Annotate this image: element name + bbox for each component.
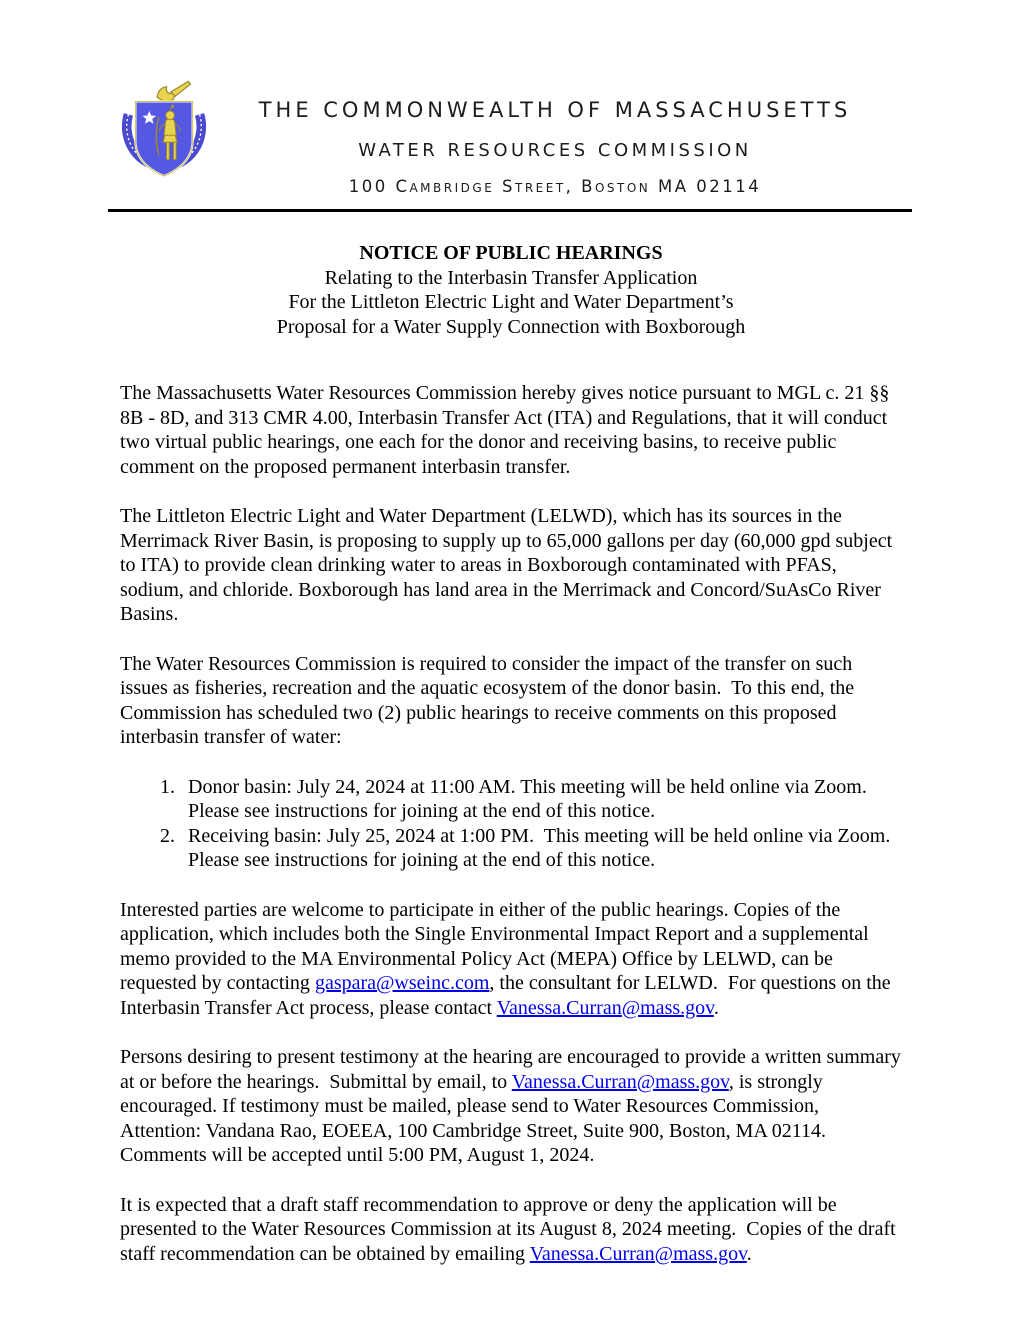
text-segment: It is expected that a draft staff recommendation to approve or deny the application will be presented to the Water Resources Commission at its August 8, 2024 meeting. Copies of the draft staff recommendation can be obtained by emailing [120, 1193, 901, 1265]
text-segment: Persons desiring to present testimony at the hearing are encouraged to provide a written summary at or before the hearings. Submittal by email, to [120, 1046, 906, 1093]
paragraph-notice-authority: The Massachusetts Water Resources Commission hereby gives notice pursuant to MGL c. 21 §§ 8B - 8D, and 313 CMR 4.00, Interbasin Transfer Act (ITA) and Regulations, that it will conduct two virtual public hearings, one each for the donor and receiving basins, to receive public comment on the proposed permanent interbasin transfer. [120, 382, 895, 478]
letterhead-commonwealth: THE COMMONWEALTH OF MASSACHUSETTS [258, 98, 852, 122]
notice-title: NOTICE OF PUBLIC HEARINGS [359, 242, 663, 264]
notice-title-block [120, 241, 902, 339]
list-item-text: Receiving basin: July 25, 2024 at 1:00 PM. This meeting will be held online via Zoom. Please see instructions for joining at the end of this notice. [188, 824, 896, 871]
paragraph-testimony [120, 1045, 906, 1168]
letterhead-commission: WATER RESOURCES COMMISSION [358, 140, 752, 161]
letterhead-text [208, 78, 902, 196]
text-segment: . [713, 996, 719, 1019]
list-item-receiving-basin [180, 824, 902, 873]
list-item-text: Donor basin: July 24, 2024 at 11:00 AM. This meeting will be held online via Zoom. Please see instructions for joining at the end of this notice. [188, 775, 872, 822]
email-link-gaspara[interactable]: gaspara@wseinc.com [314, 972, 490, 994]
notice-subtitle-3: Proposal for a Water Supply Connection with Boxborough [276, 315, 746, 338]
arm-and-sword-crest [157, 81, 190, 101]
notice-subtitle-1: Relating to the Interbasin Transfer Application [324, 266, 698, 289]
notice-subtitle-2: For the Littleton Electric Light and Water Department’s [288, 291, 734, 313]
email-link-vanessa-curran[interactable]: Vanessa.Curran@mass.gov [496, 996, 714, 1019]
text-segment: . [746, 1242, 752, 1265]
massachusetts-state-seal-icon [120, 78, 208, 196]
letterhead-address: 100 Cambridge Street, Boston MA 02114 [348, 177, 762, 196]
document-body [120, 381, 906, 1266]
paragraph-draft-recommendation [120, 1193, 902, 1267]
text-segment: Interested parties are welcome to participate in either of the public hearings. Copies of the application, which includes both the Single Environmental Impact Report and a supplemental memo provided to the MA Environmental Policy Act (MEPA) Office by LELWD, can be requested by contacting [120, 898, 874, 994]
list-item-donor-basin [180, 775, 902, 824]
paragraph-participation [120, 898, 902, 1021]
hearing-list [120, 775, 902, 873]
email-link-vanessa-curran[interactable]: Vanessa.Curran@mass.gov [529, 1242, 747, 1265]
text-segment: , the consultant for LELWD. For questions on the Interbasin Transfer Act process, please contact [120, 972, 896, 1019]
text-segment: , is strongly encouraged. If testimony must be mailed, please send to Water Resources Commission, Attention: Vandana Rao, EOEEA, 100 Cambridge Street, Suite 900, Boston, MA 02114. Comments will be accepted until 5:00 PM, August 1, 2024. [120, 1070, 832, 1166]
paragraph-proposal-details: The Littleton Electric Light and Water Department (LELWD), which has its sources in the Merrimack River Basin, is proposing to supply up to 65,000 gallons per day (60,000 gpd subject to ITA) to provide clean drinking water to areas in Boxborough contaminated with PFAS, sodium, and chloride. Boxborough has land area in the Merrimack and Concord/SuAsCo River Basins. [120, 505, 898, 625]
header-divider [108, 209, 912, 212]
email-link-vanessa-curran[interactable]: Vanessa.Curran@mass.gov [511, 1070, 729, 1093]
letterhead [120, 78, 902, 196]
paragraph-hearing-purpose: The Water Resources Commission is required to consider the impact of the transfer on such issues as fisheries, recreation and the aquatic ecosystem of the donor basin. To this end, the Commission has scheduled two (2) public hearings to receive comments on this proposed interbasin transfer of water: [120, 652, 860, 748]
